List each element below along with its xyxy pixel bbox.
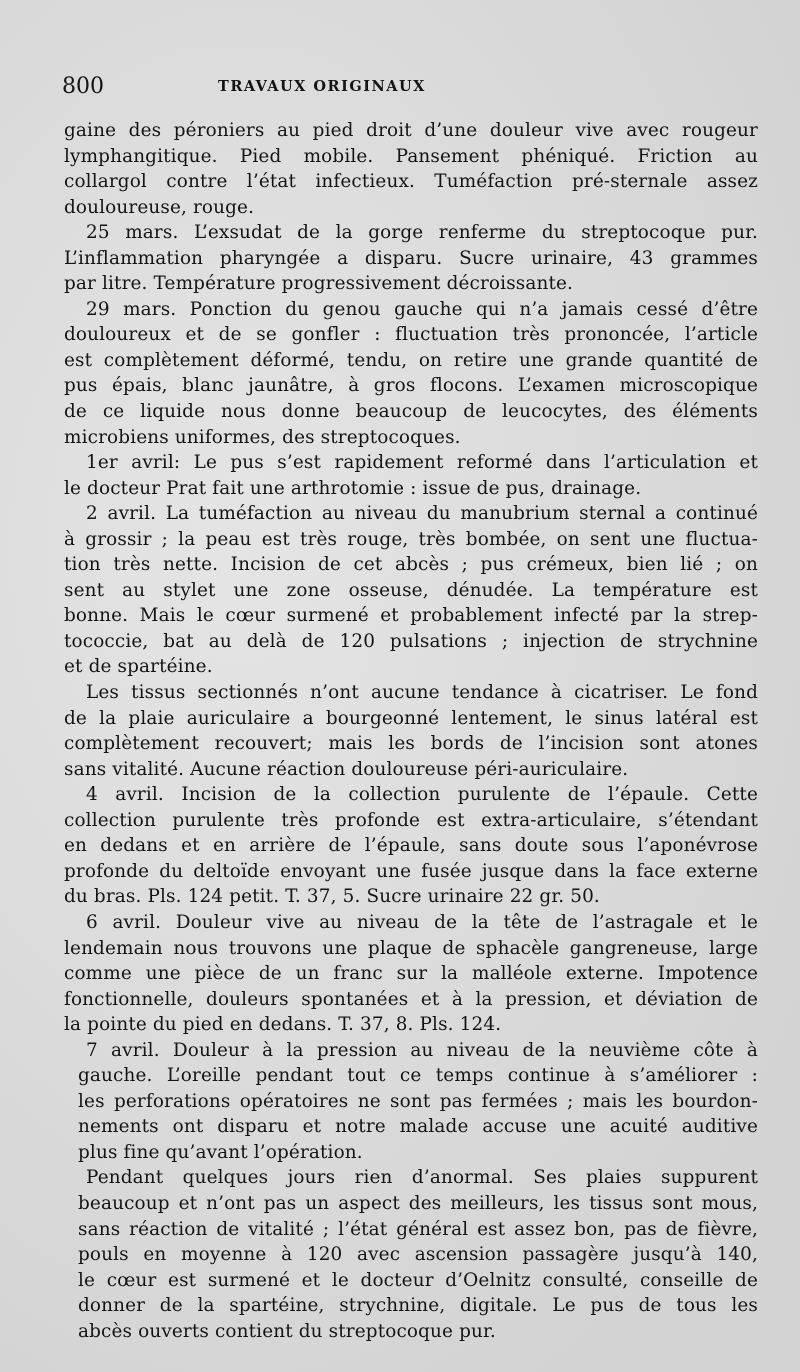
text-line: 29 mars. Ponction du genou gauche qui n’a jamais cessé d’être bbox=[86, 298, 758, 320]
text-line: de ce liquide nous donne beaucoup de leucocytes, des éléments bbox=[64, 401, 758, 423]
text-line: Les tissus sectionnés n’ont aucune tendance à cicatriser. Le fond bbox=[86, 682, 758, 704]
text-line: 6 avril. Douleur vive au niveau de la tête de l’astragale et le bbox=[86, 911, 758, 933]
text-line: douloureuse, rouge. bbox=[64, 196, 255, 218]
text-line: fonctionnelle, douleurs spontanées et à la pression, et déviation de bbox=[64, 988, 758, 1010]
text-line: tococcie, bat au delà de 120 pulsations ; injection de strychnine bbox=[64, 630, 758, 652]
text-line: beaucoup et n’ont pas un aspect des meilleurs, les tissus sont mous, bbox=[78, 1192, 758, 1214]
running-head bbox=[62, 74, 762, 100]
text-line: Pendant quelques jours rien d’anormal. Ses plaies suppurent bbox=[86, 1167, 758, 1189]
text-line: 25 mars. L’exsudat de la gorge renferme du streptocoque pur. bbox=[86, 222, 758, 244]
text-line: bonne. Mais le cœur surmené et probablement infecté par la strep- bbox=[64, 605, 758, 627]
text-line: nements ont disparu et notre malade accuse une acuité auditive bbox=[78, 1116, 758, 1138]
text-line: profonde du deltoïde envoyant une fusée jusque dans la face externe bbox=[64, 860, 758, 882]
text-line: de la plaie auriculaire a bourgeonné lentement, le sinus latéral est bbox=[64, 707, 758, 729]
text-line: le docteur Prat fait une arthrotomie : issue de pus, drainage. bbox=[64, 477, 642, 499]
text-line: plus fine qu’avant l’opération. bbox=[78, 1141, 363, 1163]
text-line: 7 avril. Douleur à la pression au niveau de la neuvième côte à bbox=[86, 1039, 758, 1061]
text-line: sans réaction de vitalité ; l’état général est assez bon, pas de fièvre, bbox=[78, 1218, 758, 1240]
text-line: collection purulente très profonde est extra-articulaire, s’étendant bbox=[64, 809, 758, 831]
text-line: gauche. L’oreille pendant tout ce temps continue à s’améliorer : bbox=[78, 1065, 758, 1087]
text-line: les perforations opératoires ne sont pas fermées ; mais les bourdon- bbox=[78, 1090, 758, 1112]
journal-title: TRAVAUX ORIGINAUX bbox=[218, 78, 426, 95]
text-line: la pointe du pied en dedans. T. 37, 8. Pls. 124. bbox=[64, 1014, 502, 1036]
body-text bbox=[64, 118, 758, 1344]
text-line: en dedans et en arrière de l’épaule, sans doute sous l’aponévrose bbox=[64, 835, 758, 857]
text-line: 4 avril. Incision de la collection purulente de l’épaule. Cette bbox=[86, 784, 758, 806]
text-line: sent au stylet une zone osseuse, dénudée. La température est bbox=[64, 579, 758, 601]
text-line: pus épais, blanc jaunâtre, à gros flocons. L’examen microscopique bbox=[64, 375, 758, 397]
text-line: et de spartéine. bbox=[64, 656, 213, 678]
text-line: abcès ouverts contient du streptocoque pur. bbox=[78, 1320, 496, 1342]
text-line: par litre. Température progressivement décroissante. bbox=[64, 273, 574, 295]
text-line: lendemain nous trouvons une plaque de sphacèle gangreneuse, large bbox=[64, 937, 758, 959]
text-line: comme une pièce de un franc sur la malléole externe. Impotence bbox=[64, 963, 758, 985]
text-line: L’inflammation pharyngée a disparu. Sucre urinaire, 43 grammes bbox=[64, 247, 758, 269]
text-line: lymphangitique. Pied mobile. Pansement phéniqué. Friction au bbox=[64, 145, 758, 167]
text-line: du bras. Pls. 124 petit. T. 37, 5. Sucre urinaire 22 gr. 50. bbox=[64, 886, 600, 908]
text-line: douloureux et de se gonfler : fluctuation très prononcée, l’article bbox=[64, 324, 758, 346]
text-line: à grossir ; la peau est très rouge, très bombée, on sent une fluctua- bbox=[64, 528, 758, 550]
text-line: le cœur est surmené et le docteur d’Oelnitz consulté, conseille de bbox=[78, 1269, 758, 1291]
text-line: donner de la spartéine, strychnine, digitale. Le pus de tous les bbox=[78, 1295, 758, 1317]
text-line: collargol contre l’état infectieux. Tuméfaction pré-sternale assez bbox=[64, 171, 758, 193]
text-line: pouls en moyenne à 120 avec ascension passagère jusqu’à 140, bbox=[78, 1244, 758, 1266]
page-number: 800 bbox=[62, 74, 104, 99]
text-line: sans vitalité. Aucune réaction douloureuse péri-auriculaire. bbox=[64, 758, 629, 780]
text-line: microbiens uniformes, des streptocoques. bbox=[64, 426, 461, 448]
text-line: gaine des péroniers au pied droit d’une douleur vive avec rougeur bbox=[64, 120, 758, 141]
text-line: 1er avril: Le pus s’est rapidement reformé dans l’articulation et bbox=[86, 452, 758, 474]
text-line: tion très nette. Incision de cet abcès ; pus crémeux, bien lié ; on bbox=[64, 554, 758, 576]
text-line: complètement recouvert; mais les bords de l’incision sont atones bbox=[64, 733, 758, 755]
text-line: 2 avril. La tuméfaction au niveau du manubrium sternal a continué bbox=[86, 503, 758, 525]
text-line: est complètement déformé, tendu, on retire une grande quantité de bbox=[64, 349, 758, 371]
